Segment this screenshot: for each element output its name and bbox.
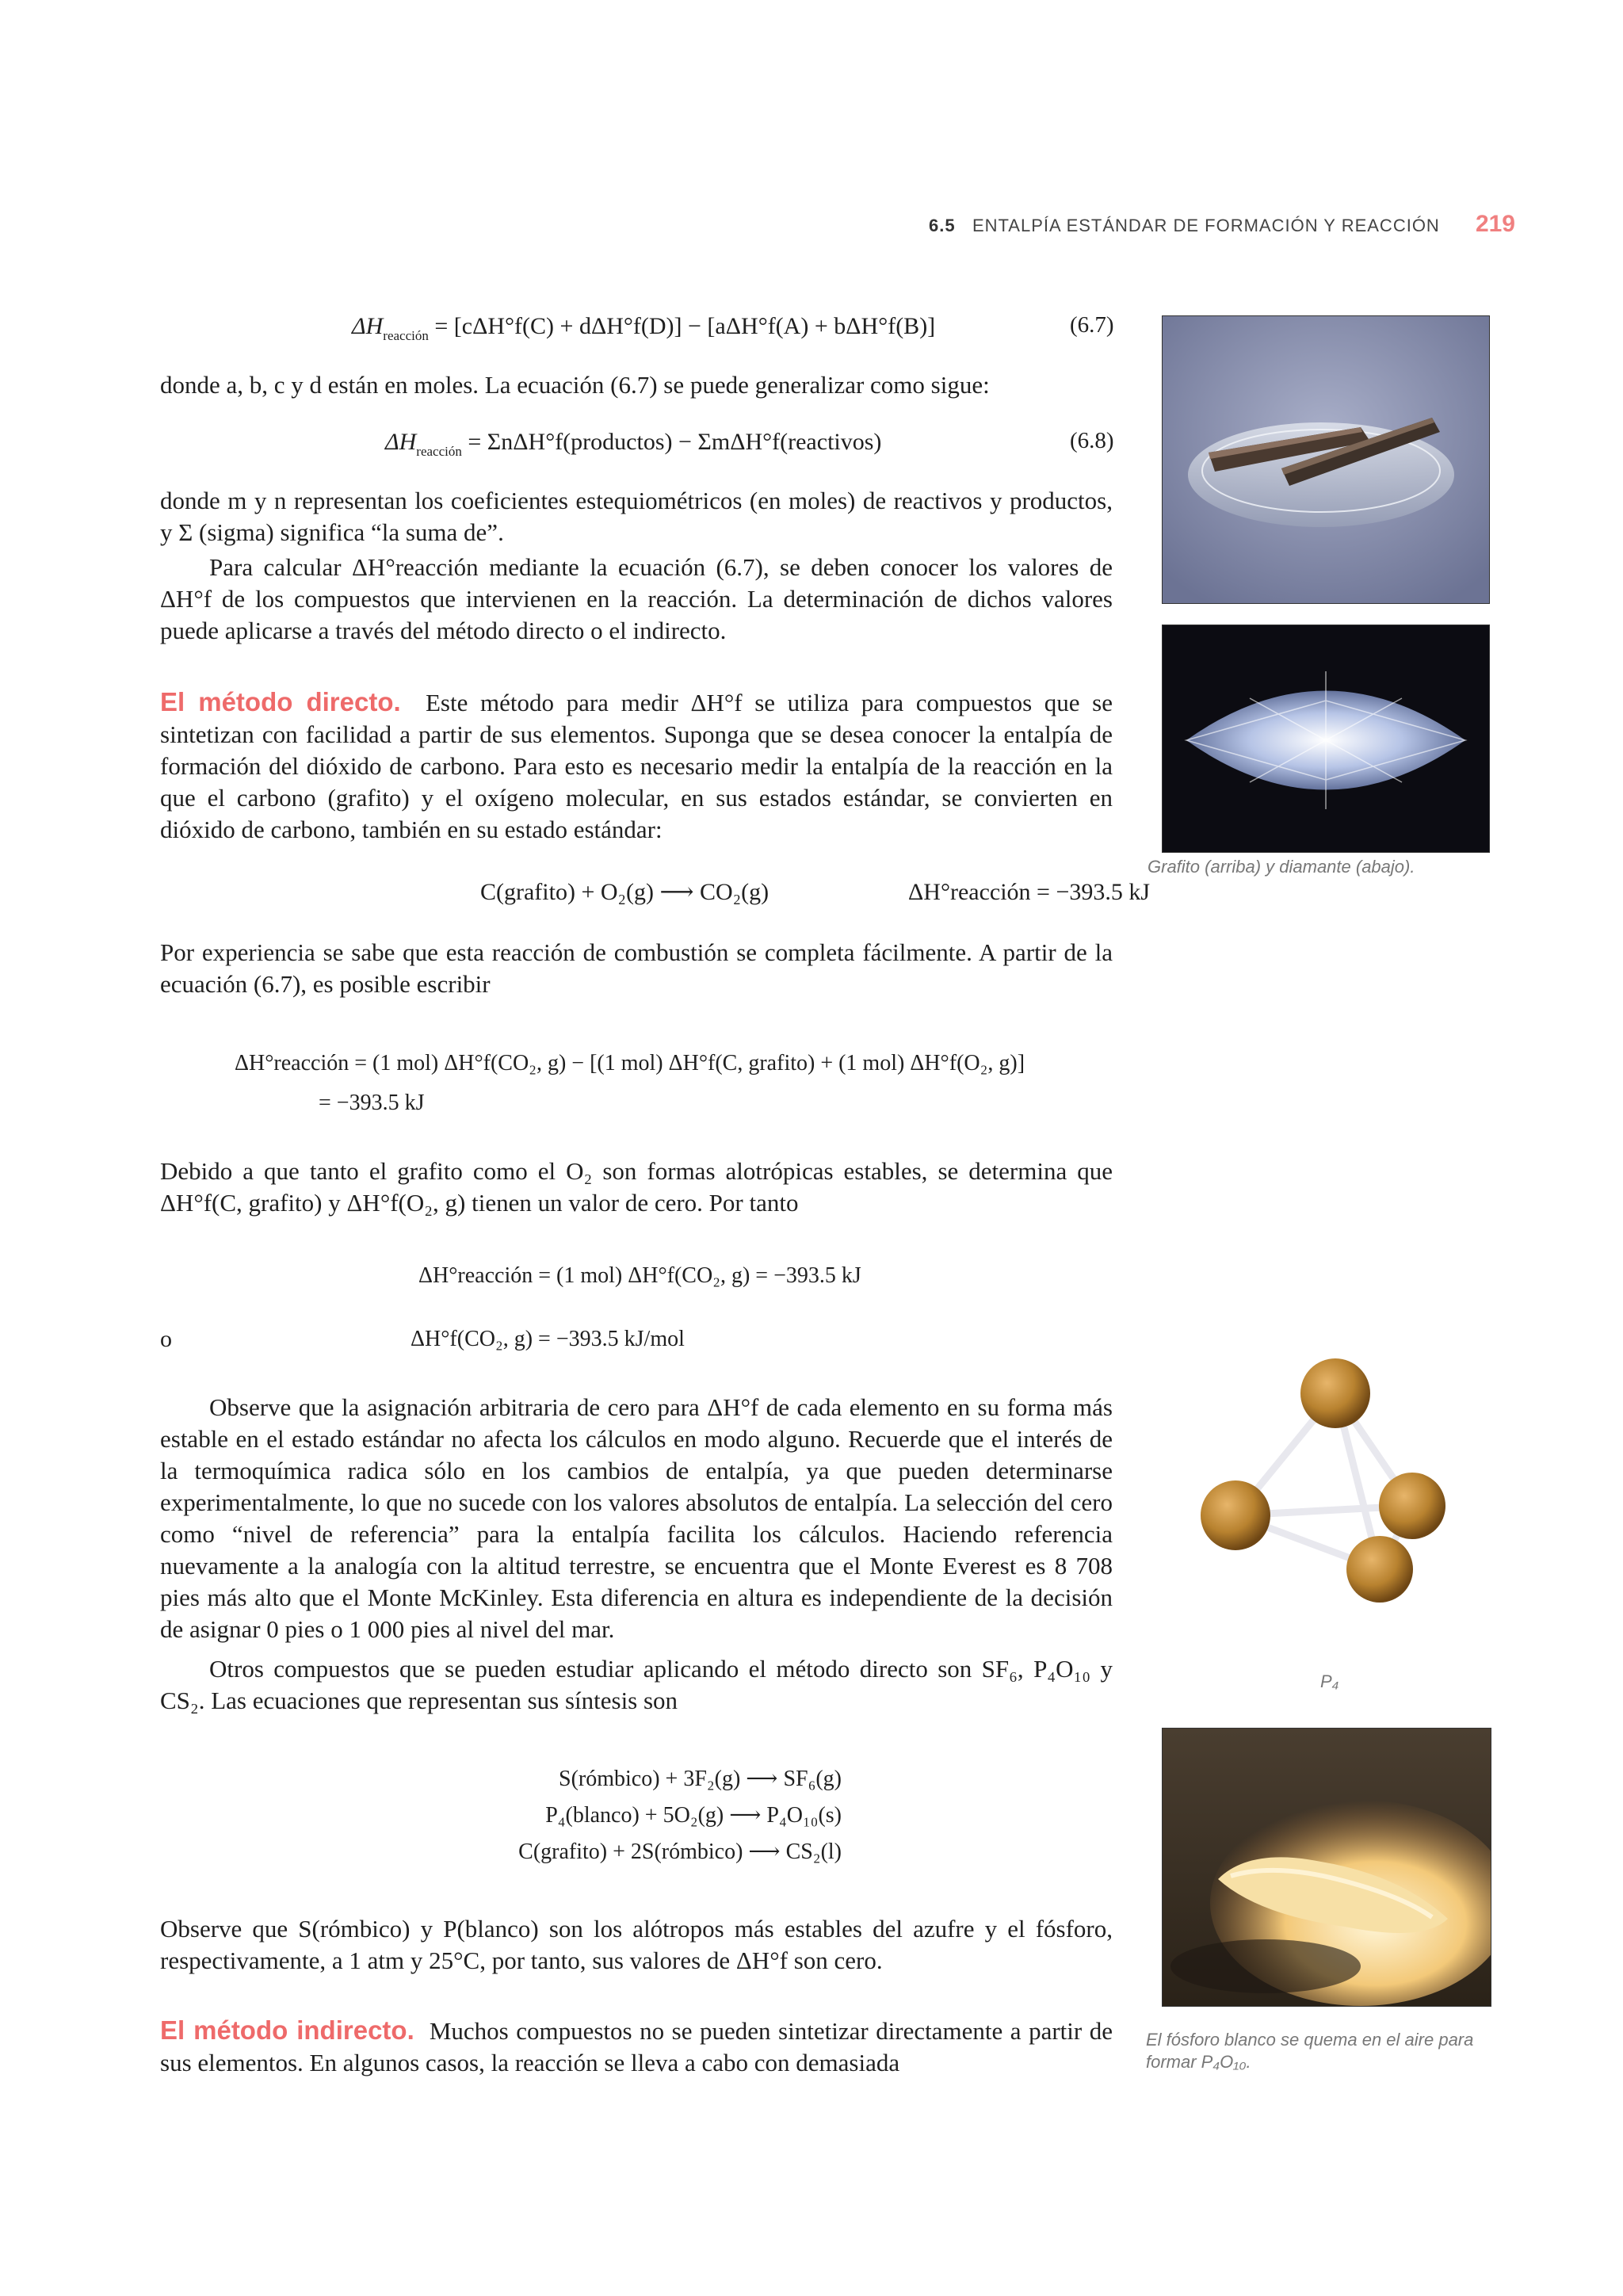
section-heading: El método directo. — [160, 687, 401, 716]
equation-number: (6.8) — [1070, 428, 1114, 453]
direct-method-paragraph: El método directo. Este método para medir ΔH°f se utiliza para compuestos que se sintetizan con facilidad a partir de sus elementos. Suponga que se desea conocer la entalpía de formación del dióxido de carbono. Para esto es necesario medir la entalpía de la reacción en la que el carbono (grafito) y el oxígeno molecular, en sus estados estándar, se convierten en dióxido de carbono, también en su estado estándar: — [160, 687, 1113, 843]
section-number: 6.5 — [929, 216, 956, 235]
synthesis-equation: S(rómbico) + 3F₂(g) ⟶ SF₆(g) — [559, 1767, 842, 1791]
paragraph: Observe que S(rómbico) y P(blanco) son los alótropos más estables del azufre y el fósforo, respectivamente, a 1 atm y 25°C, por tanto, sus valores de ΔH°f son cero. — [160, 1915, 1113, 1974]
caption-graphite-diamond: Grafito (arriba) y diamante (abajo). — [1148, 857, 1415, 877]
combustion-enthalpy: ΔH°reacción = −393.5 kJ — [908, 879, 1151, 905]
paragraph: Por experiencia se sabe que esta reacción de combustión se completa fácilmente. A partir de la ecuación (6.7), es posible escribir — [160, 938, 1113, 998]
result-equation-1: ΔH°reacción = (1 mol) ΔH°f(CO₂, g) = −393.5 kJ — [418, 1263, 861, 1288]
paragraph: Debido a que tanto el grafito como el O₂ son formas alotrópicas estables, se determina que ΔH°f(C, grafito) y ΔH°f(O₂, g) tienen un valor de cero. Por tanto — [160, 1157, 1113, 1217]
indirect-method-paragraph: El método indirecto. Muchos compuestos no se pueden sintetizar directamente a partir de sus elementos. En algunos casos, la reacción se lleva a cabo con demasiada — [160, 2015, 1113, 2076]
diamond-photo — [1162, 625, 1490, 853]
burning-phosphorus-photo — [1162, 1728, 1491, 2007]
section-title: ENTALPÍA ESTÁNDAR DE FORMACIÓN Y REACCIÓN — [972, 216, 1440, 235]
paragraph: Observe que la asignación arbitraria de cero para ΔH°f de cada elemento en su forma más estable en el estado estándar no afecta los cálculos en modo alguno. Recuerde que el interés de la termoquímica radica sólo en los cambios de entalpía, ya que pueden determinarse experimentalmente, lo que no sucede con los valores absolutos de entalpía. La selección del cero como “nivel de referencia” para la entalpía facilita los cálculos. Haciendo referencia nuevamente a la analogía con la altitud terrestre, se encuentra que el Monte Everest es 8 708 pies más alto que el Monte McKinley. Esta diferencia en altura es independiente de la decisión de asignar 0 pies o 1 000 pies al nivel del mar. — [160, 1393, 1113, 1643]
synthesis-equation: C(grafito) + 2S(rómbico) ⟶ CS₂(l) — [518, 1839, 842, 1864]
paragraph: donde m y n representan los coeficientes estequiométricos (en moles) de reactivos y productos, y Σ (sigma) significa “la suma de”. — [160, 487, 1113, 546]
running-header — [929, 211, 1515, 237]
calculation-line-1: ΔH°reacción = (1 mol) ΔH°f(CO₂, g) − [(1 mol) ΔH°f(C, grafito) + (1 mol) ΔH°f(O₂, g)] — [235, 1051, 1025, 1075]
conjunction-o: o — [160, 1326, 172, 1352]
synthesis-equations — [437, 1761, 842, 1870]
graphite-photo — [1162, 315, 1490, 604]
equation-rhs: = ΣnΔH°f(productos) − ΣmΔH°f(reactivos) — [468, 429, 882, 455]
equation-rhs: = [cΔH°f(C) + dΔH°f(D)] − [aΔH°f(A) + bΔH°f(B)] — [434, 313, 936, 339]
paragraph: Para calcular ΔH°reacción mediante la ecuación (6.7), se deben conocer los valores de ΔH°f de los compuestos que intervienen en la reacción. La determinación de dichos valores puede aplicarse a través del método directo o el indirecto. — [160, 553, 1113, 644]
caption-p4: P₄ — [1320, 1671, 1339, 1691]
page-number: 219 — [1475, 211, 1515, 237]
section-heading: El método indirecto. — [160, 2015, 414, 2045]
equation-6-7: $\Delta H_{reacción} = [c\Delta H^\circ f(C) + d\Delta H^\circ f(D)] - [a\Delta H^\circ f(A) + b\Delta H^\circ f(B)]$ — [352, 313, 936, 343]
equation-6-8: $\Delta H_{reacción}$ = ΣnΔH°f(productos) − ΣmΔH°f(reactivos) — [385, 429, 882, 459]
p4-molecule — [1182, 1347, 1484, 1617]
calculation-line-2: = −393.5 kJ — [319, 1091, 425, 1115]
paragraph: Otros compuestos que se pueden estudiar aplicando el método directo son SF₆, P₄O₁₀ y CS₂. Las ecuaciones que representan sus síntesis son — [160, 1655, 1113, 1714]
result-equation-2: ΔH°f(CO₂, g) = −393.5 kJ/mol — [411, 1327, 685, 1351]
synthesis-equation: P₄(blanco) + 5O₂(g) ⟶ P₄O₁₀(s) — [545, 1803, 842, 1828]
paragraph: donde a, b, c y d están en moles. La ecuación (6.7) se puede generalizar como sigue: — [160, 371, 990, 399]
caption-phosphorus: El fósforo blanco se quema en el aire para formar P₄O₁₀. — [1146, 2030, 1474, 2072]
combustion-reaction: C(grafito) + O₂(g) ⟶ CO₂(g) — [480, 879, 769, 905]
equation-number: (6.7) — [1070, 312, 1114, 338]
